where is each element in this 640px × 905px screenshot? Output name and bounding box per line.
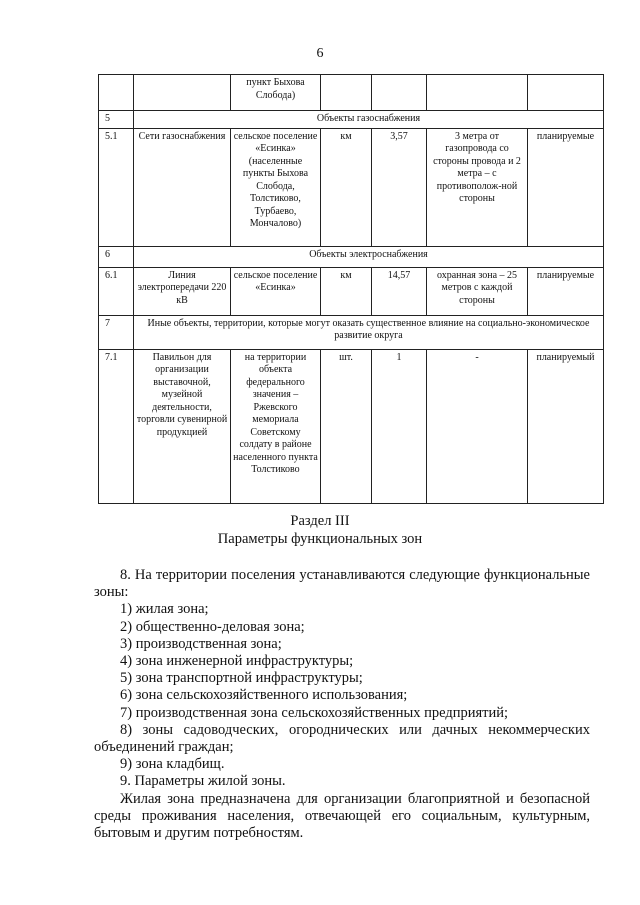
cell-place: сельское поселение «Есинка» (населенные пункты Быхова Слобода, Толстиково, Турбаево, Мончалово) bbox=[231, 128, 321, 246]
planned-objects-table bbox=[98, 74, 604, 504]
cell-unit: км bbox=[321, 128, 372, 246]
cell-zone bbox=[427, 75, 528, 111]
section-number: 6 bbox=[99, 246, 134, 267]
cell-name bbox=[134, 75, 231, 111]
cell-value: 3,57 bbox=[372, 128, 427, 246]
cell-value: 1 bbox=[372, 349, 427, 503]
cell-place: на территории объекта федерального значения – Ржевского мемориала Советскому солдату в районе населенного пункта Толстиково bbox=[231, 349, 321, 503]
list-item: 3) производственная зона; bbox=[120, 635, 282, 652]
table-row-section-7 bbox=[99, 315, 604, 349]
cell-unit: шт. bbox=[321, 349, 372, 503]
section-number: 5 bbox=[99, 111, 134, 129]
section-title: Объекты газоснабжения bbox=[134, 111, 604, 129]
cell-num bbox=[99, 75, 134, 111]
table-row-5-1 bbox=[99, 128, 604, 246]
table-row-7-1 bbox=[99, 349, 604, 503]
cell-num: 6.1 bbox=[99, 267, 134, 315]
section-title: Объекты электроснабжения bbox=[134, 246, 604, 267]
table-row-continuation bbox=[99, 75, 604, 111]
cell-status: планируемые bbox=[528, 128, 604, 246]
cell-status: планируемый bbox=[528, 349, 604, 503]
cell-num: 7.1 bbox=[99, 349, 134, 503]
cell-value bbox=[372, 75, 427, 111]
paragraph-9: 9. Параметры жилой зоны. bbox=[120, 773, 286, 790]
page-number: 6 bbox=[316, 46, 324, 61]
cell-place: сельское поселение «Есинка» bbox=[231, 267, 321, 315]
list-item: 8) зоны садоводческих, огороднических или дачных некоммерческих объединений граждан; bbox=[94, 721, 590, 756]
cell-zone: охранная зона – 25 метров с каждой стороны bbox=[427, 267, 528, 315]
list-item: 4) зона инженерной инфраструктуры; bbox=[120, 653, 354, 670]
section-subtitle: Параметры функциональных зон bbox=[217, 531, 423, 547]
cell-unit: км bbox=[321, 267, 372, 315]
list-item: 5) зона транспортной инфраструктуры; bbox=[120, 670, 363, 687]
cell-status: планируемые bbox=[528, 267, 604, 315]
cell-zone: - bbox=[427, 349, 528, 503]
cell-zone: 3 метра от газопровода со стороны провода и 2 метра – с противополож-ной стороны bbox=[427, 128, 528, 246]
paragraph-8: 8. На территории поселения устанавливаются следующие функциональные зоны: bbox=[94, 567, 590, 601]
cell-status bbox=[528, 75, 604, 111]
section-number: 7 bbox=[99, 315, 134, 349]
paragraph-residential-zone: Жилая зона предназначена для организации благоприятной и безопасной среды проживания населения, отвечающей его социальным, культурным, бытовым и другим потребностям. bbox=[94, 790, 590, 842]
cell-num: 5.1 bbox=[99, 128, 134, 246]
list-item: 2) общественно-деловая зона; bbox=[120, 618, 305, 635]
list-item: 9) зона кладбищ. bbox=[120, 756, 225, 773]
body-text bbox=[94, 567, 590, 842]
cell-unit bbox=[321, 75, 372, 111]
section-title: Раздел III bbox=[290, 513, 350, 529]
cell-name: Линия электропередачи 220 кВ bbox=[134, 267, 231, 315]
cell-name: Павильон для организации выставочной, музейной деятельности, торговли сувенирной продукцией bbox=[134, 349, 231, 503]
section-title: Иные объекты, территории, которые могут оказать существенное влияние на социально-экономическое развитие округа bbox=[134, 315, 604, 349]
list-item: 6) зона сельскохозяйственного использования; bbox=[120, 687, 408, 704]
cell-name: Сети газоснабжения bbox=[134, 128, 231, 246]
table-row-section-5 bbox=[99, 111, 604, 129]
cell-place: пункт Быхова Слобода) bbox=[231, 75, 321, 111]
cell-value: 14,57 bbox=[372, 267, 427, 315]
list-item: 1) жилая зона; bbox=[120, 601, 209, 618]
list-item: 7) производственная зона сельскохозяйственных предприятий; bbox=[120, 704, 509, 721]
table-row-6-1 bbox=[99, 267, 604, 315]
table-row-section-6 bbox=[99, 246, 604, 267]
